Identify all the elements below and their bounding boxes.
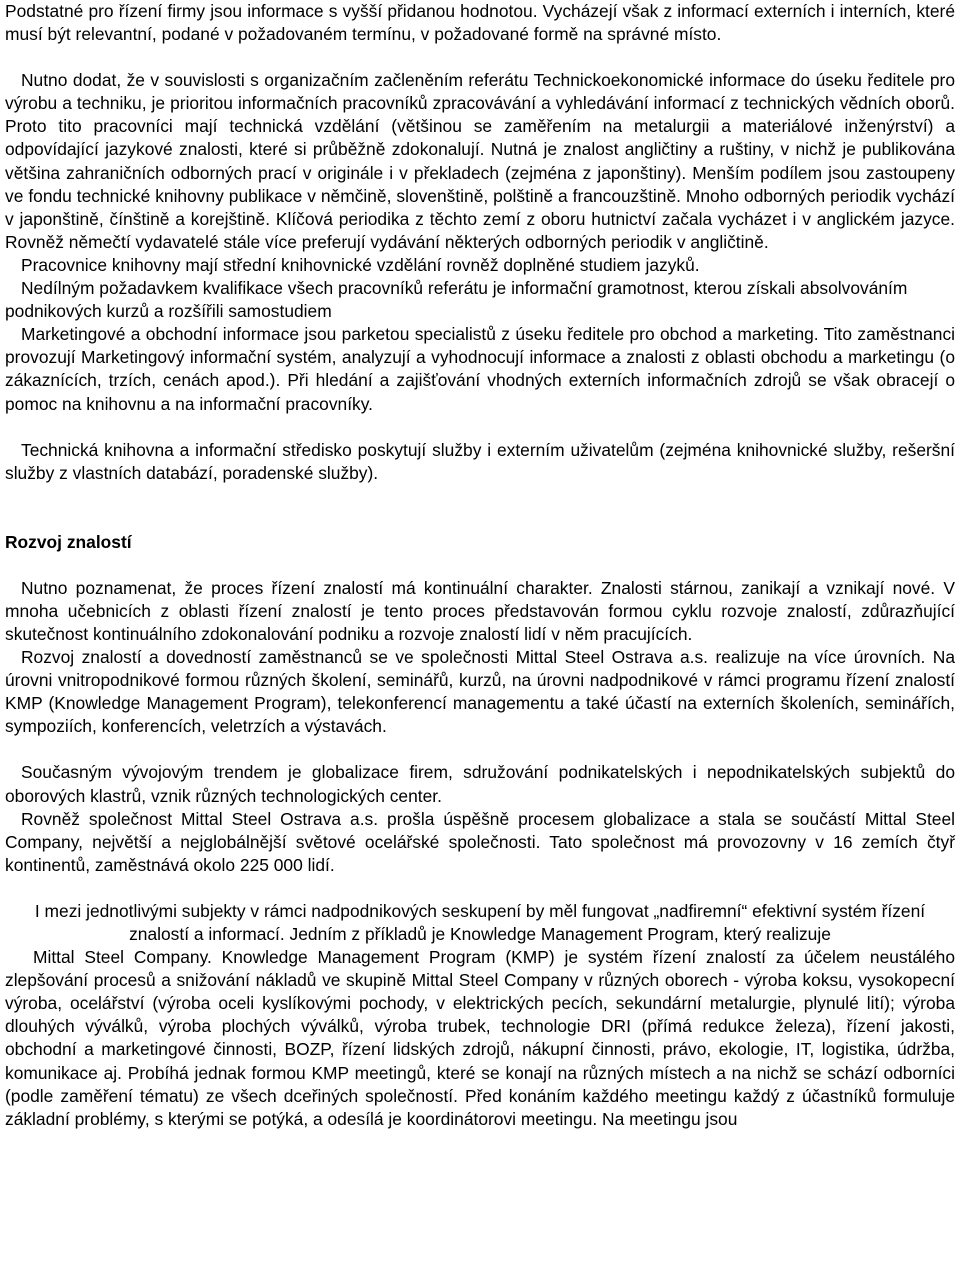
section-heading-knowledge-development: Rozvoj znalostí [5,531,132,552]
paragraph-technical-information-staff: Nutno dodat, že v souvislosti s organizačním začleněním referátu Technickoekonomické informace do úseku ředitele pro výrobu a techniku, je prioritou informačních pracovníků zpracovávání a vyhledávání informací z technických vědních oborů. Proto tito pracovníci mají technická vzdělání (většinou se zaměřením na metalurgii a materiálové inženýrství) a odpovídající jazykové znalosti, které si průběžně zdokonalují. Nutná je znalost angličtiny a ruštiny, v nichž je publikována většina zahraničních odborných prací v originále i v překladech (zejména z japonštiny). Menším podílem jsou zastoupeny ve fondu technické knihovny publikace v němčině, slovenštině, polštině a francouzštině. Mnoho odborných periodik vychází v japonštině, čínštině a korejštině. Klíčová periodika z těchto zemí z oboru hutnictví začala vycházet i v anglickém jazyce. Rovněž němečtí vydavatelé stále více preferují vydávání některých odborných periodik v angličtině. [5,70,955,252]
paragraph-globalization-trend: Současným vývojovým trendem je globalizace firem, sdružování podnikatelských i nepodnikatelských subjektů do oborových klastrů, vznik různých technologických center. [5,762,955,806]
paragraph-kmp-intro: I mezi jednotlivými subjekty v rámci nadpodnikových seskupení by měl fungovat „nadfiremní“ efektivní systém řízení znalostí a informací. Jedním z příkladů je Knowledge Management Program, který realizuje [34,900,926,944]
paragraph-marketing-information: Marketingové a obchodní informace jsou parketou specialistů z úseku ředitele pro obchod a marketing. Tito zaměstnanci provozují Marketingový informační systém, analyzují a vyhodnocují informace a znalosti z oblasti obchodu a marketingu (o zákaznících, trzích, cenách apod.). Při hledání a zajišťování vhodných externích informačních zdrojů se však obracejí o pomoc na knihovnu a na informační pracovníky. [5,324,955,414]
paragraph-kmp-details: Mittal Steel Company. Knowledge Management Program (KMP) je systém řízení znalostí za účelem neustálého zlepšování procesů a snižování nákladů ve skupině Mittal Steel Company v různých oborech - výroba koksu, vysokopecní výroba, ocelářství (výroba oceli kyslíkovými pochody, v elektrických pecích, sekundární metalurgie, plynulé lití); výroba dlouhých výválků, výroba plochých výválků, výroba trubek, technologie DRI (přímá redukce železa), řízení jakosti, obchodní a marketingové činnosti, BOZP, řízení lidských zdrojů, nákupní činnosti, právo, ekologie, IT, logistika, údržba, komunikace aj. Probíhá jednak formou KMP meetingů, které se konají na různých místech a na nichž se schází odborníci (podle zaměření tématu) ze všech dceřiných společností. Před konáním každého meetingu každý z účastníků formuluje základní problémy, s kterými se potýká, a odesílá je koordinátorovi meetingu. Na meetingu jsou [5,947,955,1129]
paragraph-employee-development: Rozvoj znalostí a dovedností zaměstnanců se ve společnosti Mittal Steel Ostrava a.s. realizuje na více úrovních. Na úrovni vnitropodnikové formou různých školení, seminářů, kurzů, na úrovni nadpodnikové v rámci programu řízení znalostí KMP (Knowledge Management Program), telekonferencí managementu a také účastí na externích školeních, seminářích, sympoziích, konferencích, veletrzích a výstavách. [5,647,955,737]
paragraph-information-value: Podstatné pro řízení firmy jsou informace s vyšší přidanou hodnotou. Vycházejí však z informací externích i interních, které musí být relevantní, podané v požadovaném termínu, v požadované formě na správné místo. [5,1,955,45]
paragraph-mittal-steel-company: Rovněž společnost Mittal Steel Ostrava a.s. prošla úspěšně procesem globalizace a stala se součástí Mittal Steel Company, největší a nejglobálnější světové ocelářské společnosti. Tato společnost má provozovny v 16 zemích čtyř kontinentů, zaměstnává okolo 225 000 lidí. [5,808,955,875]
paragraph-knowledge-cycle: Nutno poznamenat, že proces řízení znalostí má kontinuální charakter. Znalosti stárnou, zanikají a vznikají nové. V mnoha učebnicích z oblasti řízení znalostí je tento proces představován formou cyklu rozvoje znalostí, zdůrazňující skutečnost kontinuálního zdokonalování podniku a rozvoje znalostí lidí v něm pracujících. [5,577,955,644]
paragraph-information-literacy: Nedílným požadavkem kvalifikace všech pracovníků referátu je informační gramotnost, kterou získali absolvováním podnikových kurzů a rozšířili samostudiem [5,278,908,322]
paragraph-library-staff: Pracovnice knihovny mají střední knihovnické vzdělání rovněž doplněné studiem jazyků. [21,254,700,275]
document-page [5,0,955,1131]
paragraph-external-services: Technická knihovna a informační středisko poskytují služby i externím uživatelům (zejména knihovnické služby, rešeršní služby z vlastních databází, poradenské služby). [5,439,955,483]
